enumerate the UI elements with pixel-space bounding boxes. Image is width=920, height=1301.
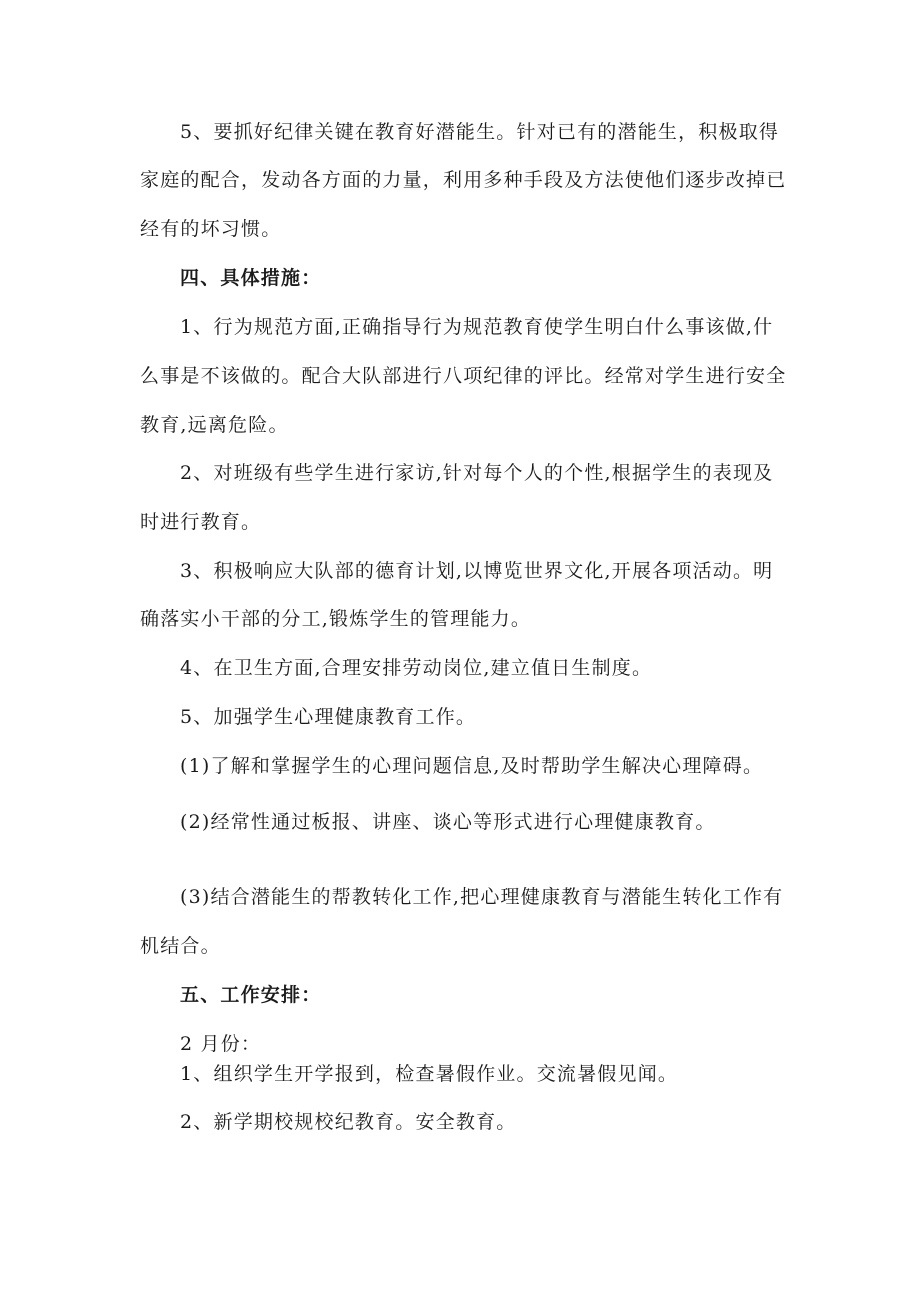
section-heading: 四、具体措施： [180, 267, 322, 289]
paragraph-line: 1、行为规范方面,正确指导行为规范教育使学生明白什么事该做,什 [180, 316, 774, 338]
paragraph-line: 1、组织学生开学报到，检查暑假作业。交流暑假见闻。 [180, 1063, 679, 1085]
paragraph-line: 教育,远离危险。 [140, 414, 289, 436]
paragraph-line: 经有的坏习惯。 [140, 218, 282, 240]
paragraph-line: 确落实小干部的分工,锻炼学生的管理能力。 [140, 608, 532, 630]
paragraph-line: 3、积极响应大队部的德育计划,以博览世界文化,开展各项活动。明 [180, 560, 774, 582]
paragraph-line: 机结合。 [140, 935, 221, 957]
paragraph-line: 么事是不该做的。配合大队部进行八项纪律的评比。经常对学生进行安全 [140, 365, 787, 387]
section-heading: 五、工作安排： [180, 984, 322, 1006]
paragraph-line: 2、新学期校规校纪教育。安全教育。 [180, 1111, 517, 1133]
paragraph-line: 时进行教育。 [140, 511, 262, 533]
paragraph-line: (2)经常性通过板报、讲座、谈心等形式进行心理健康教育。 [180, 811, 716, 833]
month-label: 2 月份： [180, 1033, 262, 1055]
paragraph-line: 2、对班级有些学生进行家访,针对每个人的个性,根据学生的表现及 [180, 462, 774, 484]
paragraph-line: 5、加强学生心理健康教育工作。 [180, 706, 477, 728]
paragraph-line: 5、要抓好纪律关键在教育好潜能生。针对已有的潜能生，积极取得 [180, 121, 780, 143]
paragraph-line: (3)结合潜能生的帮教转化工作,把心理健康教育与潜能生转化工作有 [180, 886, 784, 908]
paragraph-line: 4、在卫生方面,合理安排劳动岗位,建立值日生制度。 [180, 657, 653, 679]
paragraph-line: (1)了解和掌握学生的心理问题信息,及时帮助学生解决心理障碍。 [180, 755, 764, 777]
paragraph-line: 家庭的配合，发动各方面的力量，利用多种手段及方法使他们逐步改掉已 [140, 169, 787, 191]
